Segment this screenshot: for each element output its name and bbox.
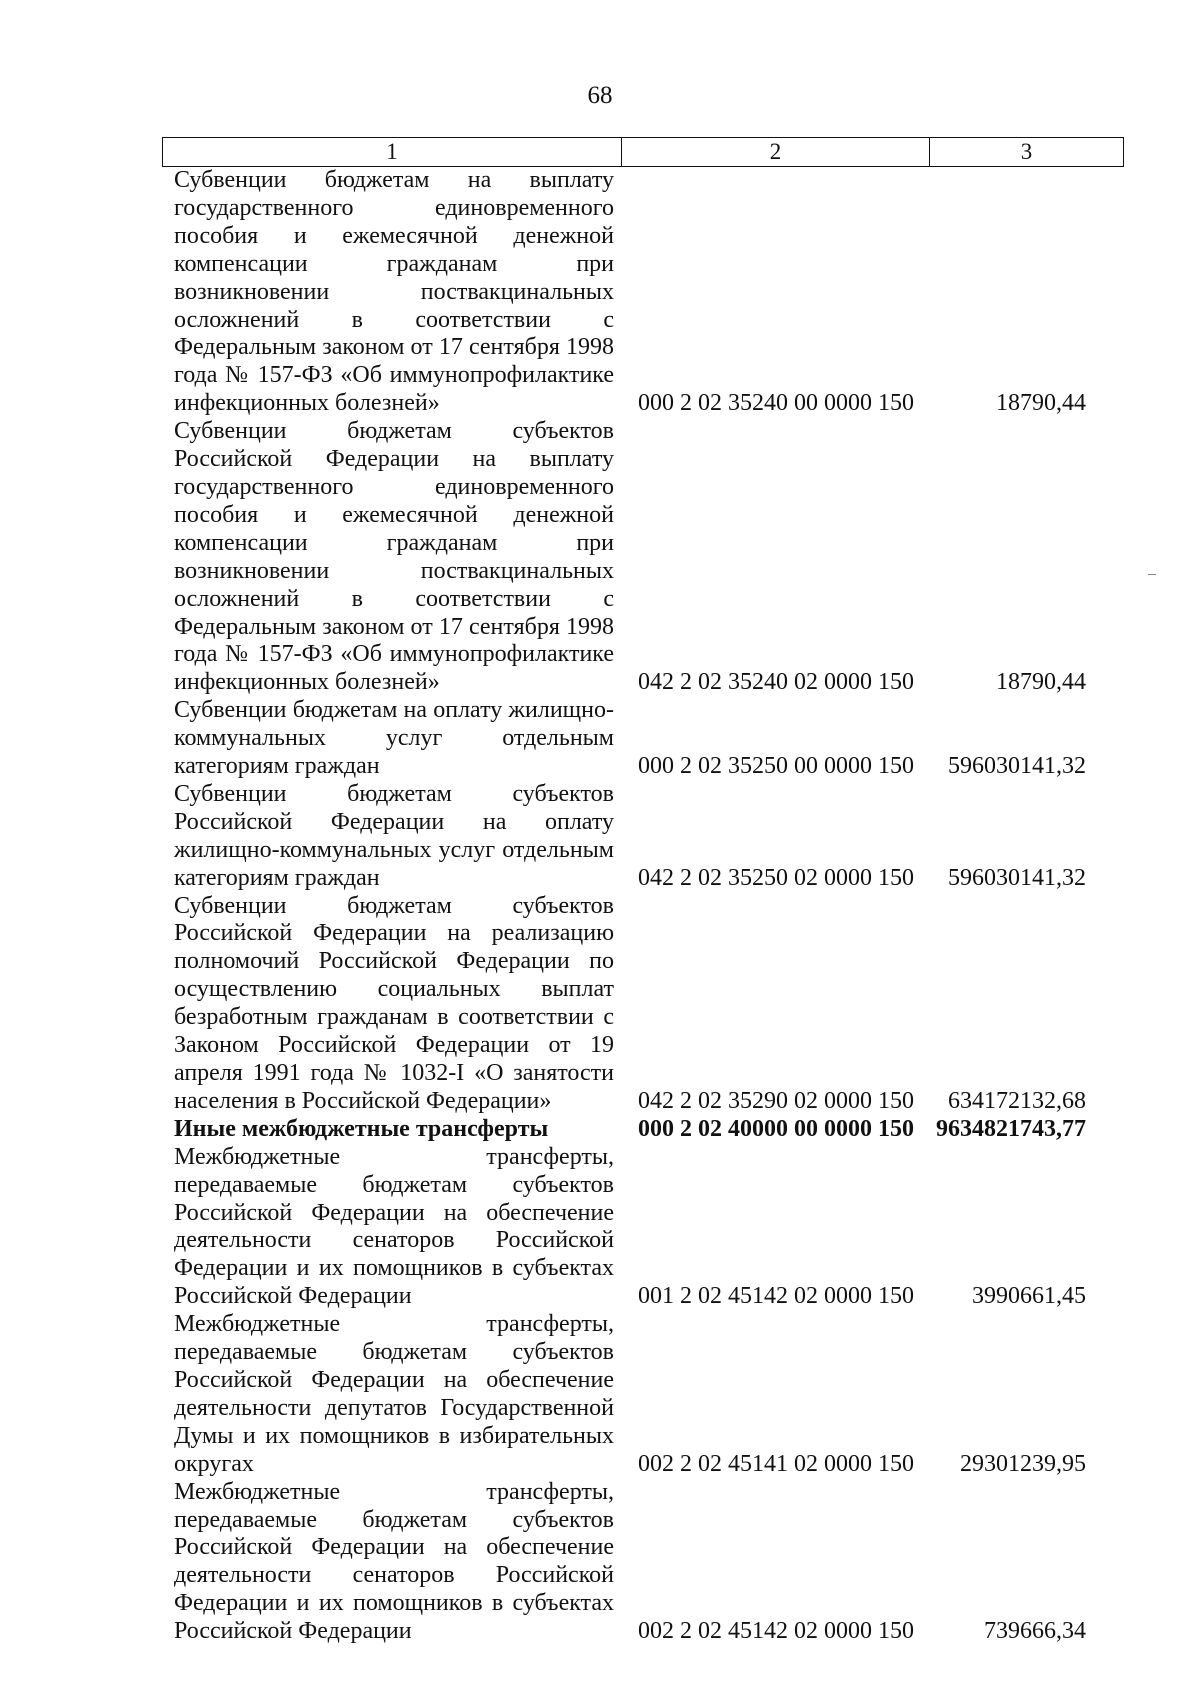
row-description: Иные межбюджетные трансферты	[174, 1115, 549, 1142]
row-code: 000 2 02 35240 00 0000 150	[638, 390, 914, 417]
row-amount: 29301239,95	[960, 1450, 1086, 1477]
table-row	[174, 697, 1124, 781]
table-body	[174, 167, 1124, 1646]
table-row	[174, 1311, 1124, 1478]
row-description: Субвенции бюджетам субъектов Российской Федерации на оплату жилищно-коммунальных услуг отдельным категориям граждан	[174, 780, 614, 891]
table-row	[174, 1479, 1124, 1646]
row-description: Субвенции бюджетам на оплату жилищно-коммунальных услуг отдельным категориям граждан	[174, 697, 614, 780]
header-column-1: 1	[163, 138, 622, 166]
row-code: 000 2 02 35250 00 0000 150	[638, 753, 914, 780]
header-column-2: 2	[622, 138, 930, 166]
row-amount: 18790,44	[996, 669, 1086, 696]
row-code: 000 2 02 40000 00 0000 150	[638, 1115, 914, 1142]
table-row	[174, 167, 1124, 418]
row-code: 042 2 02 35240 02 0000 150	[638, 669, 914, 696]
row-description: Межбюджетные трансферты, передаваемые бюджетам субъектов Российской Федерации на обеспечение деятельности сенаторов Российской Федерации и их помощников в субъектах Российской Федерации	[174, 1478, 614, 1645]
table-row	[174, 1144, 1124, 1311]
row-description: Субвенции бюджетам субъектов Российской Федерации на выплату государственного единовременного пособия и ежемесячной денежной компенсации гражданам при возникновении поствакцинальных осложнений в соответствии с Федеральным законом от 17 сентября 1998 года № 157-ФЗ «Об иммунопрофилактике инфекционных болезней»	[174, 418, 614, 696]
row-description: Межбюджетные трансферты, передаваемые бюджетам субъектов Российской Федерации на обеспечение деятельности сенаторов Российской Федерации и их помощников в субъектах Российской Федерации	[174, 1143, 614, 1310]
row-code: 042 2 02 35250 02 0000 150	[638, 864, 914, 891]
row-code: 001 2 02 45142 02 0000 150	[638, 1283, 914, 1310]
header-column-3: 3	[1020, 139, 1033, 164]
row-description: Субвенции бюджетам на выплату государственного единовременного пособия и ежемесячной денежной компенсации гражданам при возникновении поствакцинальных осложнений в соответствии с Федеральным законом от 17 сентября 1998 года № 157-ФЗ «Об иммунопрофилактике инфекционных болезней»	[174, 167, 614, 417]
row-amount: 9634821743,77	[936, 1115, 1086, 1142]
row-code: 002 2 02 45142 02 0000 150	[638, 1618, 914, 1645]
row-code: 042 2 02 35290 02 0000 150	[638, 1087, 914, 1114]
row-description: Межбюджетные трансферты, передаваемые бюджетам субъектов Российской Федерации на обеспечение деятельности депутатов Государственной Думы и их помощников в избирательных округах	[174, 1311, 614, 1477]
row-amount: 3990661,45	[972, 1283, 1086, 1310]
page-number: 68	[587, 82, 613, 109]
scan-mark	[1148, 574, 1156, 575]
table-header	[162, 137, 1124, 167]
row-amount: 18790,44	[996, 390, 1086, 417]
row-amount: 634172132,68	[948, 1087, 1086, 1114]
row-code: 002 2 02 45141 02 0000 150	[638, 1450, 914, 1477]
row-amount: 596030141,32	[948, 753, 1086, 780]
table-row	[174, 781, 1124, 893]
table-row-section-total	[174, 1116, 1124, 1144]
table-row	[174, 418, 1124, 697]
row-amount: 596030141,32	[948, 864, 1086, 891]
table-row	[174, 893, 1124, 1116]
row-amount: 739666,34	[984, 1618, 1086, 1645]
row-description: Субвенции бюджетам субъектов Российской Федерации на реализацию полномочий Российской Федерации по осуществлению социальных выплат безработным гражданам в соответствии с Законом Российской Федерации от 19 апреля 1991 года № 1032-I «О занятости населения в Российской Федерации»	[174, 892, 614, 1114]
